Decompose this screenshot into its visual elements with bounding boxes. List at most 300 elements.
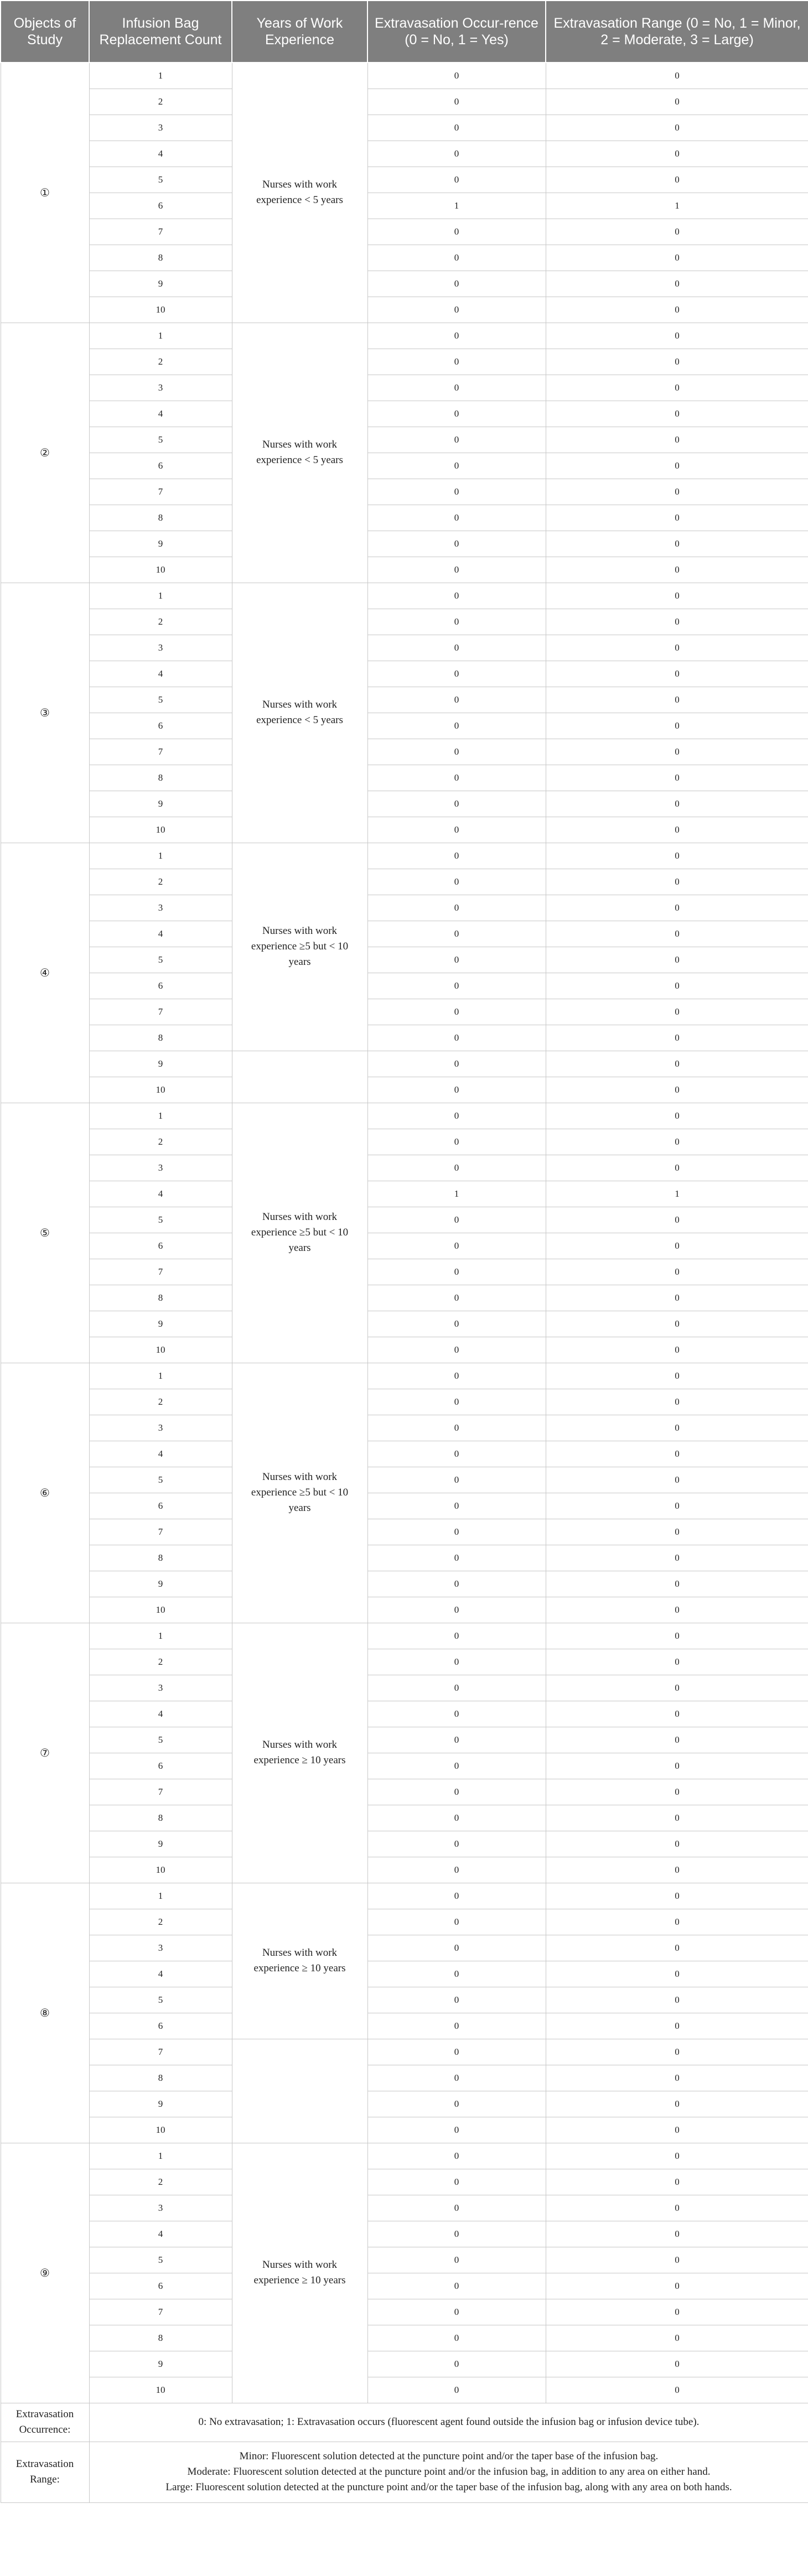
- extravasation-range-cell: 0: [546, 1207, 808, 1233]
- work-experience-cell: [232, 2039, 367, 2143]
- extravasation-occurrence-cell: 0: [367, 1779, 546, 1805]
- table-row: [1, 1493, 808, 1519]
- extravasation-range-cell: 0: [546, 1675, 808, 1701]
- replacement-count-cell: 8: [89, 1025, 232, 1051]
- table-row: [1, 1311, 808, 1337]
- extravasation-occurrence-cell: 0: [367, 1753, 546, 1779]
- replacement-count-cell: 6: [89, 2273, 232, 2299]
- extravasation-range-cell: 0: [546, 895, 808, 921]
- extravasation-occurrence-cell: 0: [367, 713, 546, 739]
- extravasation-range-cell: 0: [546, 1701, 808, 1727]
- replacement-count-cell: 10: [89, 297, 232, 323]
- table-row: [1, 2377, 808, 2403]
- table-row: [1, 2221, 808, 2247]
- table-row: [1, 1857, 808, 1883]
- extravasation-occurrence-cell: 0: [367, 2143, 546, 2169]
- extravasation-range-cell: 0: [546, 635, 808, 661]
- extravasation-occurrence-cell: 0: [367, 245, 546, 271]
- extravasation-occurrence-cell: 0: [367, 89, 546, 115]
- extravasation-range-cell: 0: [546, 1285, 808, 1311]
- extravasation-range-cell: 0: [546, 947, 808, 973]
- extravasation-range-cell: 0: [546, 1857, 808, 1883]
- extravasation-occurrence-cell: 0: [367, 895, 546, 921]
- replacement-count-cell: 2: [89, 89, 232, 115]
- replacement-count-cell: 4: [89, 661, 232, 687]
- extravasation-range-cell: 0: [546, 713, 808, 739]
- extravasation-occurrence-cell: 0: [367, 869, 546, 895]
- table-row: [1, 193, 808, 219]
- table-row: [1, 1155, 808, 1181]
- table-row: [1, 2065, 808, 2091]
- extravasation-occurrence-cell: 0: [367, 1233, 546, 1259]
- table-row: [1, 245, 808, 271]
- object-of-study-cell: ⑤: [1, 1103, 89, 1363]
- extravasation-range-cell: 0: [546, 999, 808, 1025]
- table-row: [1, 1129, 808, 1155]
- object-of-study-cell: ⑧: [1, 1883, 89, 2143]
- extravasation-occurrence-cell: 0: [367, 2299, 546, 2325]
- extravasation-occurrence-cell: 0: [367, 1883, 546, 1909]
- extravasation-range-cell: 0: [546, 453, 808, 479]
- extravasation-range-cell: 0: [546, 1961, 808, 1987]
- table-row: [1, 2117, 808, 2143]
- extravasation-occurrence-cell: 0: [367, 999, 546, 1025]
- extravasation-range-cell: 0: [546, 557, 808, 583]
- extravasation-range-cell: 0: [546, 1753, 808, 1779]
- table-row: [1, 739, 808, 765]
- table-row: [1, 1779, 808, 1805]
- extravasation-range-cell: 0: [546, 2221, 808, 2247]
- extravasation-range-cell: 0: [546, 739, 808, 765]
- table-row: [1, 89, 808, 115]
- table-row: [1, 1233, 808, 1259]
- replacement-count-cell: 7: [89, 219, 232, 245]
- replacement-count-cell: 2: [89, 349, 232, 375]
- replacement-count-cell: 8: [89, 1805, 232, 1831]
- footnote-line: Minor: Fluorescent solution detected at the puncture point and/or the taper base of the infusion bag.: [239, 2450, 659, 2462]
- replacement-count-cell: 5: [89, 1467, 232, 1493]
- header-extravasation-range: Extravasation Range (0 = No, 1 = Minor, 2 = Moderate, 3 = Large): [546, 1, 808, 63]
- extravasation-occurrence-cell: 0: [367, 1077, 546, 1103]
- extravasation-occurrence-cell: 0: [367, 531, 546, 557]
- table-row: [1, 1935, 808, 1961]
- replacement-count-cell: 1: [89, 1103, 232, 1129]
- header-extravasation-occurrence: Extravasation Occur-rence (0 = No, 1 = Yes): [367, 1, 546, 63]
- table-row: [1, 1961, 808, 1987]
- table-row: [1, 505, 808, 531]
- replacement-count-cell: 10: [89, 1337, 232, 1363]
- replacement-count-cell: 3: [89, 635, 232, 661]
- footnote-text: [89, 2403, 808, 2442]
- replacement-count-cell: 5: [89, 2247, 232, 2273]
- table-row: [1, 1753, 808, 1779]
- extravasation-range-cell: 0: [546, 1259, 808, 1285]
- replacement-count-cell: 4: [89, 921, 232, 947]
- replacement-count-cell: 3: [89, 1675, 232, 1701]
- replacement-count-cell: 8: [89, 1545, 232, 1571]
- table-row: [1, 1831, 808, 1857]
- replacement-count-cell: 7: [89, 1779, 232, 1805]
- object-of-study-cell: ⑥: [1, 1363, 89, 1623]
- extravasation-range-cell: 0: [546, 349, 808, 375]
- replacement-count-cell: 3: [89, 375, 232, 401]
- extravasation-occurrence-cell: 0: [367, 219, 546, 245]
- extravasation-range-cell: 0: [546, 1051, 808, 1077]
- table-row: [1, 1363, 808, 1389]
- table-row: [1, 115, 808, 141]
- extravasation-occurrence-cell: 0: [367, 2325, 546, 2351]
- replacement-count-cell: 4: [89, 1181, 232, 1207]
- extravasation-occurrence-cell: 0: [367, 1701, 546, 1727]
- replacement-count-cell: 4: [89, 1961, 232, 1987]
- work-experience-cell: Nurses with work experience ≥5 but < 10 years: [232, 1363, 367, 1623]
- table-row: [1, 2013, 808, 2039]
- replacement-count-cell: 9: [89, 531, 232, 557]
- extravasation-range-cell: 0: [546, 1025, 808, 1051]
- replacement-count-cell: 6: [89, 973, 232, 999]
- extravasation-occurrence-cell: 0: [367, 1909, 546, 1935]
- table-row: [1, 1701, 808, 1727]
- work-experience-cell: Nurses with work experience ≥ 10 years: [232, 1623, 367, 1883]
- table-row: [1, 999, 808, 1025]
- extravasation-occurrence-cell: 0: [367, 1155, 546, 1181]
- table-row: [1, 687, 808, 713]
- replacement-count-cell: 6: [89, 453, 232, 479]
- extravasation-occurrence-cell: 0: [367, 921, 546, 947]
- extravasation-occurrence-cell: 0: [367, 505, 546, 531]
- extravasation-occurrence-cell: 0: [367, 2091, 546, 2117]
- object-of-study-cell: ②: [1, 323, 89, 583]
- table-row: [1, 1051, 808, 1077]
- extravasation-occurrence-cell: 0: [367, 1389, 546, 1415]
- replacement-count-cell: 2: [89, 1389, 232, 1415]
- extravasation-occurrence-cell: 0: [367, 1441, 546, 1467]
- extravasation-occurrence-cell: 1: [367, 1181, 546, 1207]
- extravasation-occurrence-cell: 0: [367, 1831, 546, 1857]
- extravasation-occurrence-cell: 0: [367, 2377, 546, 2403]
- replacement-count-cell: 1: [89, 323, 232, 349]
- extravasation-occurrence-cell: 0: [367, 1311, 546, 1337]
- table-row: [1, 2143, 808, 2169]
- replacement-count-cell: 6: [89, 1753, 232, 1779]
- replacement-count-cell: 2: [89, 869, 232, 895]
- replacement-count-cell: 10: [89, 557, 232, 583]
- extravasation-occurrence-cell: 0: [367, 1467, 546, 1493]
- table-row: [1, 2273, 808, 2299]
- extravasation-range-cell: 0: [546, 1987, 808, 2013]
- header-replacement-count: Infusion Bag Replacement Count: [89, 1, 232, 63]
- replacement-count-cell: 1: [89, 843, 232, 869]
- extravasation-range-cell: 0: [546, 817, 808, 843]
- table-row: [1, 1649, 808, 1675]
- replacement-count-cell: 10: [89, 1597, 232, 1623]
- extravasation-occurrence-cell: 0: [367, 557, 546, 583]
- extravasation-occurrence-cell: 0: [367, 2013, 546, 2039]
- extravasation-occurrence-cell: 0: [367, 609, 546, 635]
- extravasation-range-cell: 0: [546, 2299, 808, 2325]
- extravasation-occurrence-cell: 0: [367, 973, 546, 999]
- table-row: [1, 895, 808, 921]
- extravasation-occurrence-cell: 0: [367, 1623, 546, 1649]
- replacement-count-cell: 10: [89, 1857, 232, 1883]
- table-row: [1, 1207, 808, 1233]
- extravasation-occurrence-cell: 0: [367, 2065, 546, 2091]
- table-row: [1, 1727, 808, 1753]
- table-row: [1, 557, 808, 583]
- replacement-count-cell: 8: [89, 2065, 232, 2091]
- replacement-count-cell: 6: [89, 193, 232, 219]
- table-row: [1, 765, 808, 791]
- replacement-count-cell: 8: [89, 245, 232, 271]
- extravasation-range-cell: 0: [546, 1467, 808, 1493]
- extravasation-range-cell: 0: [546, 1649, 808, 1675]
- extravasation-range-cell: 0: [546, 2013, 808, 2039]
- replacement-count-cell: 8: [89, 505, 232, 531]
- replacement-count-cell: 1: [89, 1883, 232, 1909]
- extravasation-range-cell: 0: [546, 1103, 808, 1129]
- table-row: [1, 2325, 808, 2351]
- extravasation-occurrence-cell: 0: [367, 427, 546, 453]
- extravasation-occurrence-cell: 0: [367, 739, 546, 765]
- extravasation-range-cell: 0: [546, 1597, 808, 1623]
- table-row: [1, 869, 808, 895]
- extravasation-occurrence-cell: 0: [367, 1519, 546, 1545]
- extravasation-occurrence-cell: 0: [367, 271, 546, 297]
- extravasation-range-cell: 0: [546, 791, 808, 817]
- extravasation-occurrence-cell: 0: [367, 1493, 546, 1519]
- replacement-count-cell: 5: [89, 1207, 232, 1233]
- extravasation-occurrence-cell: 0: [367, 2351, 546, 2377]
- replacement-count-cell: 7: [89, 1519, 232, 1545]
- extravasation-occurrence-cell: 0: [367, 2221, 546, 2247]
- work-experience-cell: Nurses with work experience < 5 years: [232, 63, 367, 323]
- work-experience-cell: Nurses with work experience ≥ 10 years: [232, 1883, 367, 2039]
- replacement-count-cell: 6: [89, 713, 232, 739]
- replacement-count-cell: 3: [89, 1935, 232, 1961]
- replacement-count-cell: 2: [89, 2169, 232, 2195]
- extravasation-range-cell: 0: [546, 1571, 808, 1597]
- extravasation-occurrence-cell: 0: [367, 1545, 546, 1571]
- extravasation-range-cell: 0: [546, 869, 808, 895]
- table-row: [1, 141, 808, 167]
- table-row: [1, 167, 808, 193]
- replacement-count-cell: 2: [89, 1649, 232, 1675]
- footnote-line: Moderate: Fluorescent solution detected at the puncture point and/or the infusion bag, in addition to any area on either hand.: [187, 2466, 711, 2478]
- replacement-count-cell: 4: [89, 141, 232, 167]
- replacement-count-cell: 5: [89, 1727, 232, 1753]
- table-row: [1, 297, 808, 323]
- extravasation-range-cell: 0: [546, 479, 808, 505]
- extravasation-occurrence-cell: 0: [367, 167, 546, 193]
- extravasation-occurrence-cell: 0: [367, 947, 546, 973]
- extravasation-range-cell: 0: [546, 583, 808, 609]
- extravasation-occurrence-cell: 0: [367, 2117, 546, 2143]
- table-row: [1, 1571, 808, 1597]
- replacement-count-cell: 10: [89, 1077, 232, 1103]
- table-row: [1, 1025, 808, 1051]
- table-row: [1, 1623, 808, 1649]
- footnote-label: Extravasation Occurrence:: [1, 2403, 89, 2442]
- footnote-row: [1, 2442, 808, 2502]
- extravasation-range-cell: 0: [546, 63, 808, 89]
- table-row: [1, 973, 808, 999]
- table-row: [1, 1519, 808, 1545]
- extravasation-occurrence-cell: 0: [367, 1337, 546, 1363]
- table-row: [1, 63, 808, 89]
- work-experience-cell: [232, 1051, 367, 1103]
- table-row: [1, 1467, 808, 1493]
- replacement-count-cell: 4: [89, 2221, 232, 2247]
- replacement-count-cell: 6: [89, 1493, 232, 1519]
- table-row: [1, 479, 808, 505]
- extravasation-range-cell: 0: [546, 1233, 808, 1259]
- table-row: [1, 583, 808, 609]
- extravasation-range-cell: 0: [546, 1909, 808, 1935]
- object-of-study-cell: ⑨: [1, 2143, 89, 2403]
- extravasation-range-cell: 0: [546, 2351, 808, 2377]
- extravasation-occurrence-cell: 0: [367, 479, 546, 505]
- extravasation-occurrence-cell: 0: [367, 141, 546, 167]
- extravasation-range-cell: 0: [546, 1415, 808, 1441]
- extravasation-range-cell: 0: [546, 1363, 808, 1389]
- replacement-count-cell: 6: [89, 1233, 232, 1259]
- table-row: [1, 427, 808, 453]
- extravasation-range-cell: 0: [546, 2377, 808, 2403]
- extravasation-range-cell: 0: [546, 2143, 808, 2169]
- work-experience-cell: Nurses with work experience ≥5 but < 10 years: [232, 843, 367, 1051]
- extravasation-range-cell: 0: [546, 2247, 808, 2273]
- table-row: [1, 2195, 808, 2221]
- replacement-count-cell: 2: [89, 1129, 232, 1155]
- extravasation-range-cell: 0: [546, 1129, 808, 1155]
- replacement-count-cell: 10: [89, 2377, 232, 2403]
- extravasation-occurrence-cell: 0: [367, 1987, 546, 2013]
- replacement-count-cell: 3: [89, 115, 232, 141]
- table-row: [1, 2169, 808, 2195]
- table-row: [1, 271, 808, 297]
- extravasation-occurrence-cell: 0: [367, 1727, 546, 1753]
- footnote-line: Large: Fluorescent solution detected at the puncture point and/or the taper base of the infusion bag, along with any area on both hands.: [165, 2481, 732, 2493]
- replacement-count-cell: 5: [89, 427, 232, 453]
- table-row: [1, 1597, 808, 1623]
- extravasation-occurrence-cell: 0: [367, 1415, 546, 1441]
- extravasation-occurrence-cell: 0: [367, 1935, 546, 1961]
- extravasation-occurrence-cell: 0: [367, 401, 546, 427]
- extravasation-range-cell: 0: [546, 843, 808, 869]
- extravasation-range-cell: 0: [546, 427, 808, 453]
- extravasation-occurrence-cell: 0: [367, 1805, 546, 1831]
- replacement-count-cell: 1: [89, 583, 232, 609]
- extravasation-occurrence-cell: 0: [367, 791, 546, 817]
- extravasation-occurrence-cell: 0: [367, 2169, 546, 2195]
- table-row: [1, 791, 808, 817]
- table-row: [1, 817, 808, 843]
- extravasation-occurrence-cell: 0: [367, 1129, 546, 1155]
- work-experience-cell: Nurses with work experience ≥ 10 years: [232, 2143, 367, 2403]
- extravasation-occurrence-cell: 0: [367, 1961, 546, 1987]
- work-experience-cell: Nurses with work experience ≥5 but < 10 years: [232, 1103, 367, 1363]
- extravasation-range-cell: 0: [546, 115, 808, 141]
- table-row: [1, 1441, 808, 1467]
- table-row: [1, 1337, 808, 1363]
- object-of-study-cell: ⑦: [1, 1623, 89, 1883]
- extravasation-occurrence-cell: 0: [367, 1051, 546, 1077]
- extravasation-range-cell: 0: [546, 2091, 808, 2117]
- table-row: [1, 1389, 808, 1415]
- table-row: [1, 401, 808, 427]
- table-row: [1, 531, 808, 557]
- table-row: [1, 609, 808, 635]
- extravasation-occurrence-cell: 0: [367, 1025, 546, 1051]
- replacement-count-cell: 7: [89, 2039, 232, 2065]
- replacement-count-cell: 1: [89, 1363, 232, 1389]
- extravasation-occurrence-cell: 0: [367, 375, 546, 401]
- extravasation-occurrence-cell: 0: [367, 63, 546, 89]
- extravasation-range-cell: 0: [546, 167, 808, 193]
- extravasation-range-cell: 0: [546, 1623, 808, 1649]
- table-row: [1, 349, 808, 375]
- footnote-row: [1, 2403, 808, 2442]
- extravasation-occurrence-cell: 0: [367, 1363, 546, 1389]
- extravasation-occurrence-cell: 0: [367, 1649, 546, 1675]
- extravasation-range-cell: 0: [546, 375, 808, 401]
- table-row: [1, 1987, 808, 2013]
- extravasation-range-cell: 0: [546, 765, 808, 791]
- replacement-count-cell: 5: [89, 687, 232, 713]
- extravasation-range-cell: 0: [546, 505, 808, 531]
- replacement-count-cell: 9: [89, 1571, 232, 1597]
- table-row: [1, 1259, 808, 1285]
- extravasation-occurrence-cell: 0: [367, 1675, 546, 1701]
- footnote-text: [89, 2442, 808, 2502]
- extravasation-range-cell: 0: [546, 1519, 808, 1545]
- extravasation-range-cell: 0: [546, 1831, 808, 1857]
- extravasation-occurrence-cell: 0: [367, 1207, 546, 1233]
- extravasation-occurrence-cell: 1: [367, 193, 546, 219]
- table-row: [1, 219, 808, 245]
- extravasation-range-cell: 1: [546, 1181, 808, 1207]
- extravasation-range-cell: 0: [546, 219, 808, 245]
- extravasation-occurrence-cell: 0: [367, 323, 546, 349]
- table-row: [1, 2091, 808, 2117]
- header-objects-of-study: Objects of Study: [1, 1, 89, 63]
- extravasation-range-cell: 0: [546, 609, 808, 635]
- table-row: [1, 661, 808, 687]
- work-experience-cell: Nurses with work experience < 5 years: [232, 583, 367, 843]
- replacement-count-cell: 1: [89, 63, 232, 89]
- extravasation-occurrence-cell: 0: [367, 1857, 546, 1883]
- extravasation-range-cell: 0: [546, 271, 808, 297]
- table-row: [1, 323, 808, 349]
- extravasation-range-cell: 0: [546, 1493, 808, 1519]
- replacement-count-cell: 8: [89, 2325, 232, 2351]
- replacement-count-cell: 10: [89, 2117, 232, 2143]
- extravasation-range-cell: 0: [546, 921, 808, 947]
- replacement-count-cell: 8: [89, 765, 232, 791]
- replacement-count-cell: 4: [89, 1701, 232, 1727]
- extravasation-range-cell: 0: [546, 1805, 808, 1831]
- extravasation-range-cell: 0: [546, 661, 808, 687]
- extravasation-occurrence-cell: 0: [367, 1571, 546, 1597]
- extravasation-range-cell: 0: [546, 2273, 808, 2299]
- replacement-count-cell: 7: [89, 479, 232, 505]
- replacement-count-cell: 7: [89, 1259, 232, 1285]
- table-row: [1, 1545, 808, 1571]
- header-row: [1, 1, 808, 63]
- extravasation-occurrence-cell: 0: [367, 1259, 546, 1285]
- header-work-experience: Years of Work Experience: [232, 1, 367, 63]
- extravasation-range-cell: 0: [546, 2117, 808, 2143]
